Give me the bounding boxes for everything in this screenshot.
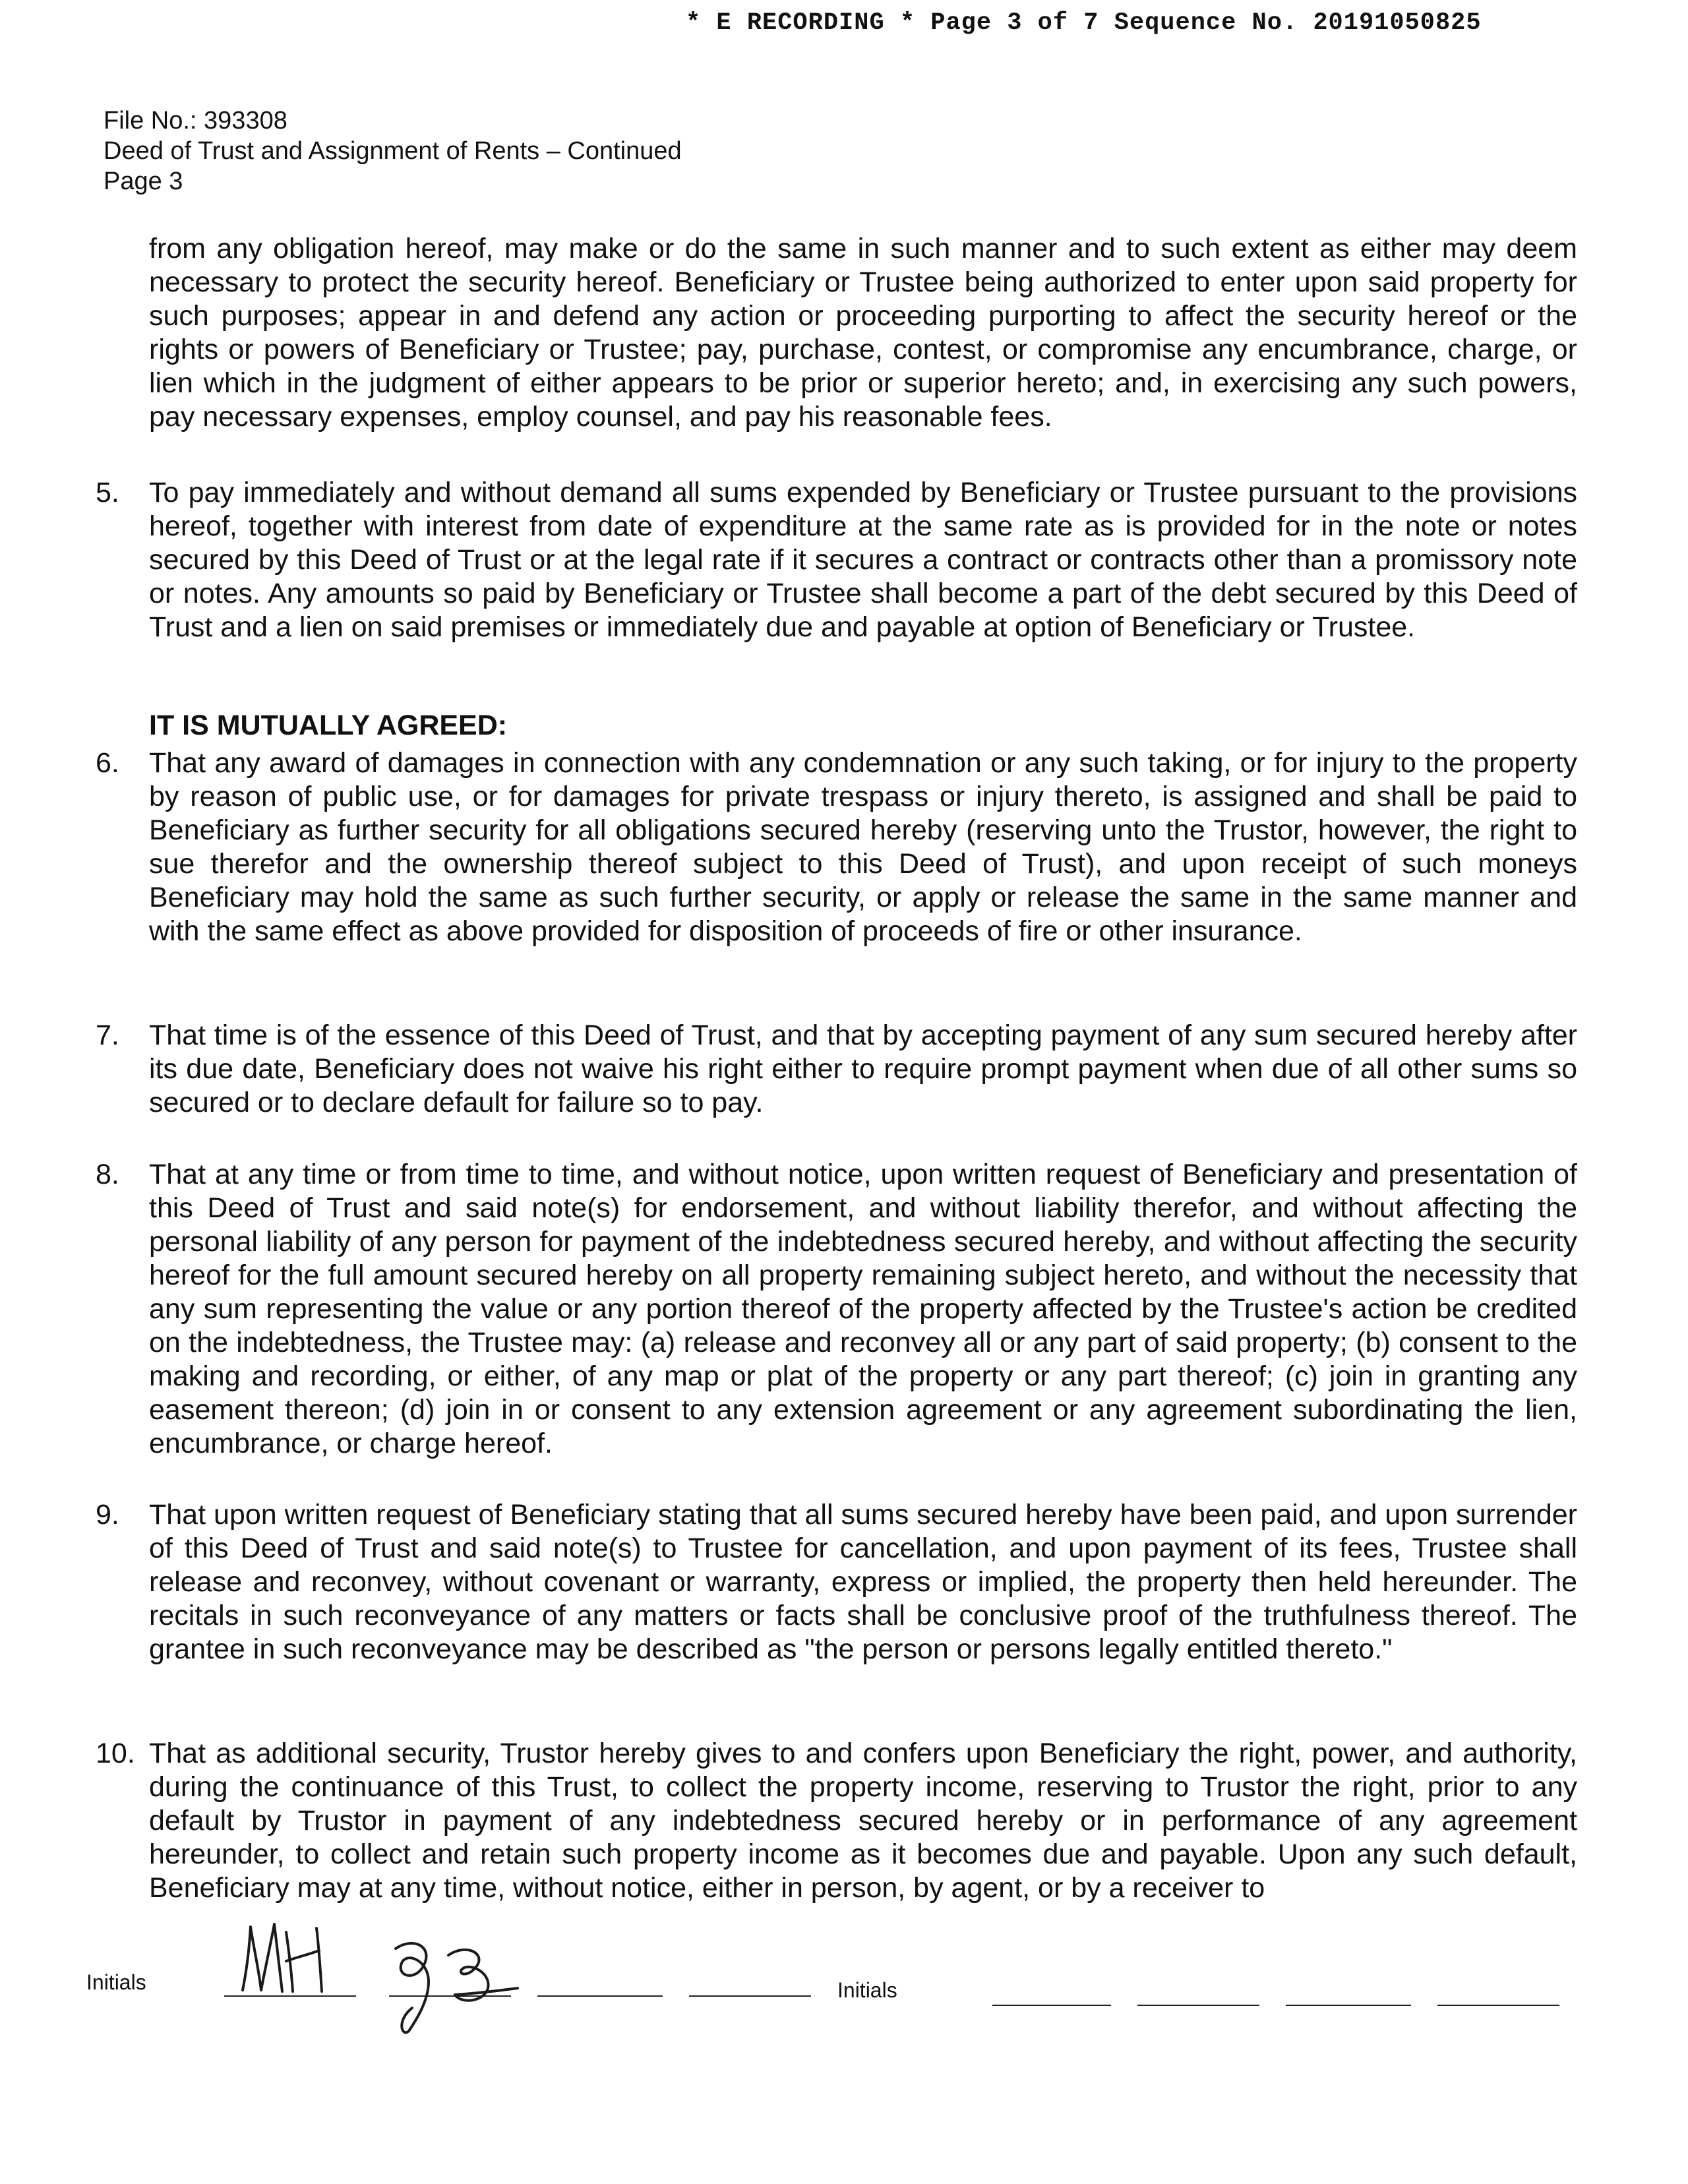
initials-line-7 — [1286, 2005, 1411, 2006]
file-number: File No.: 393308 — [104, 107, 287, 135]
clause-number: 9. — [96, 1499, 119, 1531]
clause-text: That at any time or from time to time, and without notice, upon written request of Beneficiary and presentation of this Deed of Trust and said note(s) for endorsement, and without liability therefor, and without affecting the personal liability of any person for payment of the indebtedness secured hereby, and without affecting the security hereof for the full amount secured hereby on all property remaining subject hereto, and without the necessity that any sum representing the value or any portion thereof of the property affected by the Trustee's action be credited on the indebtedness, the Trustee may: (a) release and reconvey all or any part of said property; (b) consent to the making and recording, or either, of any map or plat of the property or any part thereof; (c) join in granting any easement thereon; (d) join in or consent to any extension agreement or any agreement subordinating the lien, encumbrance, or charge hereof. — [149, 1159, 1577, 1459]
recording-stamp: * E RECORDING * Page 3 of 7 Sequence No. 20191050825 — [686, 9, 1482, 37]
continuation-paragraph: from any obligation hereof, may make or do the same in such manner and to such extent as either may deem necessary to protect the security hereof. Beneficiary or Trustee being authorized to enter upon said property for such purposes; appear in and defend any action or proceeding purporting to affect the security hereof or the rights or powers of Beneficiary or Trustee; pay, purchase, contest, or compromise any encumbrance, charge, or lien which in the judgment of either appears to be prior or superior hereto; and, in exercising any such powers, pay necessary expenses, employ counsel, and pay his reasonable fees. — [149, 233, 1577, 433]
clause-6 — [96, 746, 1577, 948]
clause-7 — [96, 1019, 1577, 1120]
page-number: Page 3 — [104, 167, 183, 195]
clause-number: 6. — [96, 747, 119, 779]
initials-line-5 — [992, 2005, 1111, 2006]
initials-line-6 — [1137, 2005, 1259, 2006]
clause-number: 10. — [96, 1738, 135, 1769]
initials-line-8 — [1437, 2005, 1559, 2006]
initials-label-left: Initials — [86, 1970, 146, 1994]
document-header — [104, 106, 682, 197]
clause-8 — [96, 1158, 1577, 1461]
mutually-agreed-heading: IT IS MUTUALLY AGREED: — [149, 710, 508, 741]
clause-text: To pay immediately and without demand all sums expended by Beneficiary or Trustee pursuant to the provisions hereof, together with interest from date of expenditure at the same rate as is provided for in the note or notes secured by this Deed of Trust or at the legal rate if it secures a contract or contracts other than a promissory note or notes. Any amounts so paid by Beneficiary or Trustee shall become a part of the debt secured by this Deed of Trust and a lien on said premises or immediately due and payable at option of Beneficiary or Trustee. — [149, 477, 1577, 643]
clause-text: That upon written request of Beneficiary stating that all sums secured hereby have been paid, and upon surrender of this Deed of Trust and said note(s) to Trustee for cancellation, and upon payment of its fees, Trustee shall release and reconvey, without covenant or warranty, express or implied, the property then held hereunder. The recitals in such reconveyance of any matters or facts shall be conclusive proof of the truthfulness thereof. The grantee in such reconveyance may be described as "the person or persons legally entitled thereto." — [149, 1499, 1577, 1665]
clause-number: 8. — [96, 1159, 119, 1190]
clause-9 — [96, 1498, 1577, 1666]
document-title: Deed of Trust and Assignment of Rents – Continued — [104, 137, 682, 165]
clause-number: 7. — [96, 1019, 119, 1051]
initials-label-right: Initials — [837, 1978, 897, 2002]
signature-initials-2 — [376, 1922, 528, 2041]
clause-number: 5. — [96, 477, 119, 508]
clause-text: That any award of damages in connection with any condemnation or any such taking, or for injury to the property by reason of public use, or for damages for private trespass or injury thereto, is assigned and shall be paid to Beneficiary as further security for all obligations secured hereby (reserving unto the Trustor, however, the right to sue therefor and the ownership thereof subject to this Deed of Trust), and upon receipt of such moneys Beneficiary may hold the same as such further security, or apply or release the same in the same manner and with the same effect as above provided for disposition of proceeds of fire or other insurance. — [149, 747, 1577, 947]
initials-line-3 — [537, 1995, 663, 1997]
clause-5 — [96, 476, 1577, 644]
initials-line-4 — [689, 1995, 811, 1997]
clause-10 — [96, 1737, 1577, 1905]
signature-initials-1 — [218, 1912, 369, 2005]
clause-text: That as additional security, Trustor hereby gives to and confers upon Beneficiary the right, power, and authority, during the continuance of this Trust, to collect the property income, reserving to Trustor the right, prior to any default by Trustor in payment of any indebtedness secured hereby or in performance of any agreement hereunder, to collect and retain such property income as it becomes due and payable. Upon any such default, Beneficiary may at any time, without notice, either in person, by agent, or by a receiver to — [149, 1738, 1577, 1904]
clause-text: That time is of the essence of this Deed of Trust, and that by accepting payment of any sum secured hereby after its due date, Beneficiary does not waive his right either to require prompt payment when due of all other sums so secured or to declare default for failure so to pay. — [149, 1019, 1577, 1118]
